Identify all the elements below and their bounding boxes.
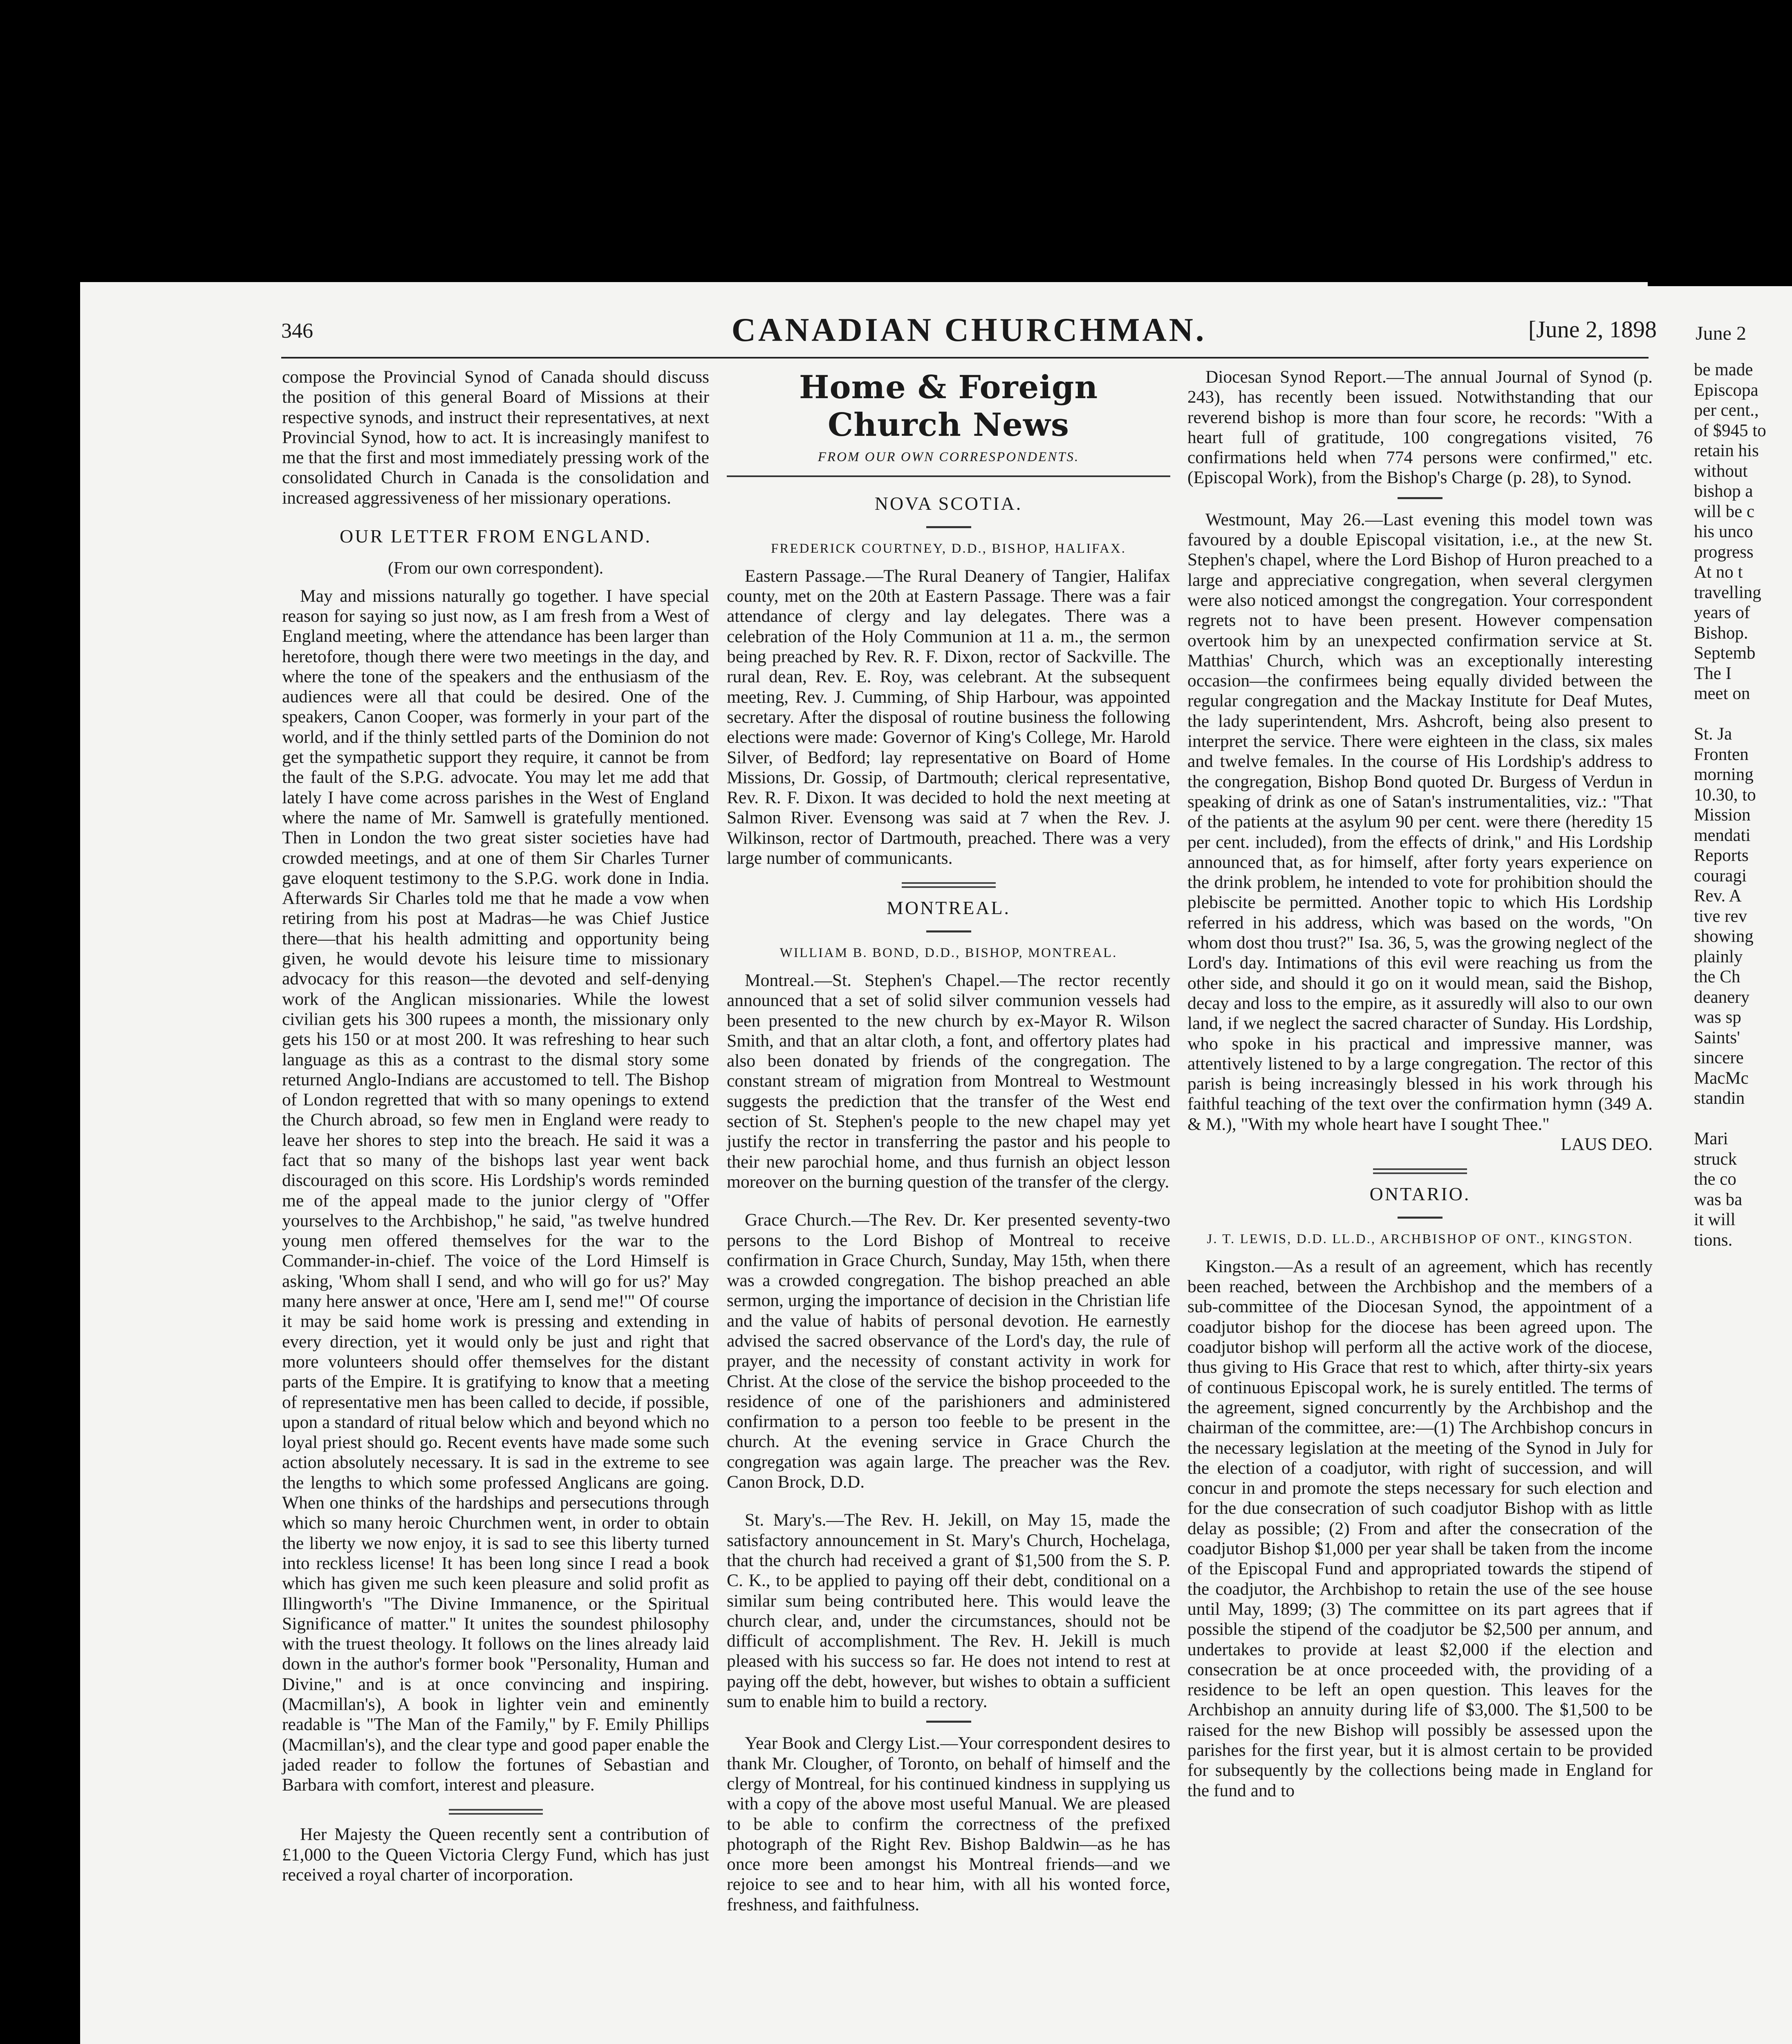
facing-page-text bbox=[1694, 360, 1792, 1250]
facing-page-line: meet on bbox=[1694, 684, 1750, 703]
article-paragraph: compose the Provincial Synod of Canada should discuss the position of this general Board of Missions at their respective synods, and instruct their representatives, at next Provincial Synod, how to act. It is increasingly manifest to me that the first and most immediately pressing work of the consolidated Church in Canada is the consolidation and increased aggressiveness of her missionary operations. bbox=[282, 367, 709, 508]
facing-page-line: progress bbox=[1694, 542, 1754, 562]
facing-page-line: deanery bbox=[1694, 987, 1750, 1007]
facing-page-line: struck bbox=[1694, 1149, 1737, 1169]
article-paragraph: Grace Church.—The Rev. Dr. Ker presented seventy-two persons to the Lord Bishop of Montreal to receive confirmation in Grace Church, Sunday, May 15th, when there was a crowded congregation. The bishop preached an able sermon, urging the importance of decision in the Christian life and the value of habits of personal devotion. He earnestly advised the sacred observance of the Lord's day, the rule of prayer, and the necessity of constant activity in work for Christ. At the close of the service the bishop proceeded to the residence of one of the parishioners and administered confirmation to a person too feeble to be present in the church. At the evening service in Grace Church the congregation was again large. The preacher was the Rev. Canon Brock, D.D. bbox=[727, 1210, 1170, 1492]
facing-page-line: Bishop. bbox=[1694, 623, 1748, 643]
diocese-heading: MONTREAL. bbox=[886, 897, 1011, 919]
facing-page-line: couragi bbox=[1694, 866, 1747, 885]
facing-page-line: St. Ja bbox=[1694, 724, 1732, 744]
article-paragraph: St. Mary's.—The Rev. H. Jekill, on May 15, made the satisfactory announcement in St. Mary's Church, Hochelaga, that the church had received a grant of $1,500 from the S. P. C. K., to be applied to paying off their debt, conditional on a similar sum being contributed here. This would leave the church clear, and, under the circumstances, should not be difficult of accomplishment. The Rev. H. Jekill is much pleased with his success so far. He does not intend to rest at paying off the debt, however, but wishes to obtain a sufficient sum to enable him to build a rectory. bbox=[727, 1510, 1170, 1712]
column-2 bbox=[727, 367, 1170, 1915]
article-paragraph: Kingston.—As a result of an agreement, which has recently been reached, between the Archbishop and the members of a sub-committee of the Diocesan Synod, the appointment of a coadjutor bishop for the diocese has been agreed upon. The coadjutor bishop will perform all the active work of the diocese, thus giving to His Grace that rest to which, after thirty-six years of continuous Episcopal work, he is surely entitled. The terms of the agreement, signed concurrently by the Archbishop and the chairman of the committee, are:—(1) The Archbishop concurs in the necessary legislation at the meeting of the Synod in July for the election of a coadjutor, with right of succession, and will concur in and promote the steps necessary for such election and for the due consecration of such coadjutor Bishop with as little delay as possible; (2) From and after the consecration of the coadjutor Bishop $1,000 per year shall be taken from the income of the Episcopal Fund and appropriated towards the stipend of the coadjutor, the Archbishop to retain the use of the see house until May, 1899; (3) The committee on its part agrees that if possible the stipend of the coadjutor be $2,500 per annum, and undertakes to provide at least $2,000 if the election and consecration be at once proceeded with, the providing of a residence to be left an open question. This leaves for the Archbishop an annuity during life of $3,000. The $1,500 to be raised for the new Bishop will possibly be assessed upon the parishes for the first year, but it is almost certain to be provided for subsequently by the collections being made in England for the fund and to bbox=[1187, 1256, 1653, 1800]
facing-page-line: Septemb bbox=[1694, 643, 1756, 663]
facing-page-line: Rev. A bbox=[1694, 886, 1742, 905]
facing-page-line: be made bbox=[1694, 360, 1753, 379]
header-rule bbox=[281, 357, 1649, 359]
facing-page-line: the Ch bbox=[1694, 967, 1740, 986]
facing-page-line: tive rev bbox=[1694, 906, 1747, 926]
facing-page-line: his unco bbox=[1694, 522, 1753, 541]
facing-page-line: 10.30, to bbox=[1694, 785, 1756, 805]
divider bbox=[1398, 1217, 1443, 1219]
divider bbox=[727, 475, 1170, 477]
scanner-clip bbox=[1612, 102, 1628, 249]
article-paragraph: Westmount, May 26.—Last evening this model town was favoured by a double Episcopal visitation, i.e., at the new St. Stephen's chapel, where the Lord Bishop of Huron preached to a large and appreciative congregation, when several clergymen were also noticed amongst the congregation. Your correspondent regrets not to have been present. However compensation overtook him by an unexpected confirmation service at St. Matthias' Church, which was an exceptionally interesting occasion—the confirmees being equally divided between the regular congregation and the Mackay Institute for Deaf Mutes, the lady superintendent, Mrs. Ashcroft, being also present to interpret the service. There were eighteen in the class, six males and twelve females. In the course of His Lordship's address to the congregation, Bishop Bond quoted Dr. Burgess of Verdun in speaking of drink as one of Satan's instrumentalities, viz.: "That of the patients at the asylum 90 per cent. were there (heredity 15 per cent. included), from the effects of drink," and His Lordship announced that, as for himself, after forty years experience on the drink problem, he intended to vote for prohibition should the plebiscite be permitted. Another topic to which His Lordship referred in his address, which was based on the words, "On whom dost thou trust?" Isa. 36, 5, was the growing neglect of the Lord's day. Intimations of this evil were reaching us from the other side, and should it go on it would mean, said the Bishop, decay and loss to the empire, as it assuredly will also to our own land, if we neglect the sacred character of Sunday. His Lordship, who spoke in his practical and impressive manner, was attentively listened to by a large congregation. The rector of this parish is being increasingly blessed in his work through his faithful teaching of the text over the confirmation hymn (349 A. & M.), "With my whole heart have I sought Thee." bbox=[1187, 509, 1653, 1134]
facing-page-line: per cent., bbox=[1694, 401, 1759, 420]
bishop-line: FREDERICK COURTNEY, D.D., BISHOP, HALIFAX. bbox=[771, 541, 1127, 556]
facing-page-line: plainly bbox=[1694, 947, 1743, 966]
column-3 bbox=[1187, 367, 1653, 1801]
bishop-line: WILLIAM B. BOND, D.D., BISHOP, MONTREAL. bbox=[780, 945, 1118, 960]
facing-page-line: showing bbox=[1694, 927, 1754, 946]
facing-page bbox=[1642, 286, 1792, 2044]
facing-page-line: mendati bbox=[1694, 825, 1751, 845]
section-subheading: (From our own correspondent). bbox=[388, 559, 604, 578]
newspaper-title: CANADIAN CHURCHMAN. bbox=[731, 311, 1207, 348]
scanner-clip bbox=[1639, 102, 1655, 249]
article-paragraph: Her Majesty the Queen recently sent a contribution of £1,000 to the Queen Victoria Clergy Fund, which has just received a royal charter of incorporation. bbox=[282, 1824, 709, 1885]
facing-page-line bbox=[1694, 1109, 1792, 1129]
divider bbox=[926, 1721, 971, 1723]
facing-page-line: morning bbox=[1694, 765, 1754, 784]
divider bbox=[449, 1809, 543, 1811]
facing-page-line: The I bbox=[1694, 663, 1732, 683]
bishop-line: J. T. LEWIS, D.D. LL.D., ARCHBISHOP OF ONT., KINGSTON. bbox=[1207, 1231, 1633, 1246]
facing-page-line: sincere bbox=[1694, 1048, 1744, 1067]
divider bbox=[926, 930, 971, 932]
page-number: 346 bbox=[281, 319, 313, 343]
facing-page-line: MacMc bbox=[1694, 1068, 1749, 1088]
article-paragraph: Montreal.—St. Stephen's Chapel.—The rector recently announced that a set of solid silver communion vessels had been presented to the new church by ex-Mayor R. Wilson Smith, and that an altar cloth, a font, and offertory plates had also been donated by friends of the congregation. The constant stream of migration from Montreal to Westmount suggests the prediction that the transfer of the West end section of St. Stephen's people to the new chapel may yet justify the rector in transferring the pastor and his people to their new parochial home, and thus furnish an object lesson moreover on the burning question of the transfer of the clergy. bbox=[727, 970, 1170, 1192]
article-paragraph: Diocesan Synod Report.—The annual Journal of Synod (p. 243), has recently been issued. Notwithstanding that our reverend bishop is more than four score, he records: "With a heart full of gratitude, 100 congregations visited, 76 confirmations held when 774 persons were confirmed," etc. (Episcopal Work), from the Bishop's Charge (p. 28), to Synod. bbox=[1187, 367, 1653, 488]
divider bbox=[1373, 1168, 1467, 1170]
facing-page-line: tions. bbox=[1694, 1230, 1733, 1250]
facing-page-line: Episcopa bbox=[1694, 380, 1758, 400]
facing-page-line: retain his bbox=[1694, 441, 1759, 460]
facing-page-line: without bbox=[1694, 461, 1748, 481]
facing-page-line: will be c bbox=[1694, 502, 1755, 521]
facing-page-line: was sp bbox=[1694, 1008, 1741, 1027]
signature: LAUS DEO. bbox=[1561, 1134, 1653, 1154]
facing-page-line: years of bbox=[1694, 603, 1750, 622]
diocese-heading: ONTARIO. bbox=[1369, 1183, 1471, 1205]
column-1 bbox=[282, 367, 709, 1885]
news-heading: Home & Foreign Church News bbox=[799, 369, 1098, 444]
masthead bbox=[281, 311, 1657, 352]
facing-page-line: bishop a bbox=[1694, 482, 1753, 501]
facing-page-line: Reports bbox=[1694, 846, 1749, 865]
divider bbox=[1398, 497, 1443, 499]
issue-date: [June 2, 1898 bbox=[1528, 316, 1657, 343]
facing-page-line: At no t bbox=[1694, 563, 1743, 582]
facing-page-line: Mission bbox=[1694, 805, 1751, 825]
facing-page-line: the co bbox=[1694, 1170, 1736, 1189]
facing-page-line: Saints' bbox=[1694, 1028, 1740, 1047]
diocese-heading: NOVA SCOTIA. bbox=[874, 493, 1023, 514]
facing-page-line: of $945 to bbox=[1694, 421, 1766, 440]
facing-page-header: June 2 bbox=[1696, 323, 1746, 344]
article-paragraph: Year Book and Clergy List.—Your correspondent desires to thank Mr. Clougher, of Toronto, on behalf of himself and the clergy of Montreal, for his continued kindness in supplying us with a copy of the above most useful Manual. We are pleased to be able to confirm the correctness of the prefixed photograph of the Right Rev. Bishop Baldwin—as he has once more been amongst his Montreal friends—and we rejoice to see and to hear him, with all his wonted force, freshness, and faithfulness. bbox=[727, 1733, 1170, 1914]
facing-page-line: Fronten bbox=[1694, 744, 1749, 764]
divider bbox=[902, 882, 996, 884]
divider bbox=[926, 526, 971, 528]
article-paragraph: May and missions naturally go together. I have special reason for saying so just now, as I am fresh from a West of England meeting, where the attendance has been larger than heretofore, though there were two meetings in the day, and where the tone of the speakers and the enthusiasm of the audiences were all that could be desired. One of the speakers, Canon Cooper, was formerly in your part of the world, and if the thinly settled parts of the Dominion do not get the sympathetic support they require, it cannot be from the fault of the S.P.G. advocate. You may let me add that lately I have come across parishes in the West of England where the name of Mr. Samwell is gratefully mentioned. Then in London the two great sister societies have had crowded meetings, and at one of them Sir Charles Turner gave eloquent testimony to the S.P.G. work done in India. Afterwards Sir Charles told me that he made a vow when retiring from his post at Madras—he was Chief Justice there—that his health admitting and opportunity being given, he would devote his leisure time to missionary advocacy for this reason—the devoted and self-denying work of the Anglican missionaries. While the lowest civilian gets his 300 rupees a month, the missionary only gets his 150 or at most 200. It was refreshing to hear such language as this as a contrast to the dismal story some returned Anglo-Indians are accustomed to tell. The Bishop of London regretted that with so many openings to extend the Church abroad, so few men in England were ready to leave her shores to step into the breach. He said it was a fact that so many of the bishops last year went back discouraged on this score. His Lordship's words reminded me of the appeal made to the junior clergy of "Offer yourselves to the Archbishop," he said, "as twelve hundred young men offered themselves for the war to the Commander-in-chief. The voice of the Lord Himself is asking, 'Whom shall I send, and who will go for us?' May many here answer at once, 'Here am I, send me!'" Of course it may be said home work is pressing and extending in every direction, yet it would only be just and right that more volunteers should offer themselves for the distant parts of the Empire. It is gratifying to know that a meeting of representative men has been called to decide, if possible, upon a standard of ritual below which and beyond which no loyal priest should go. Recent events have made some such action absolutely necessary. It is sad in the extreme to see the lengths to which some professed Anglicans are going. When one thinks of the hardships and persecutions through which so many heroic Churchmen went, in order to obtain the liberty we now enjoy, it is sad to see this liberty turned into reckless license! It has been long since I read a book which has given me such keen pleasure and solid profit as Illingworth's "The Divine Immanence, or the Spiritual Significance of matter." It unites the soundest philosophy with the truest theology. It follows on the lines already laid down in the author's former book "Personality, Human and Divine," and is at once convincing and inspiring. (Macmillan's), A book in lighter vein and eminently readable is "The Man of the Family," by F. Emily Phillips (Macmillan's), and the clear type and good paper enable the jaded reader to follow the fortunes of Sebastian and Barbara with comfort, interest and pleasure. bbox=[282, 586, 709, 1795]
article-paragraph: Eastern Passage.—The Rural Deanery of Tangier, Halifax county, met on the 20th at Eastern Passage. There was a fair attendance of clergy and lay delegates. There was a celebration of the Holy Communion at 11 a. m., the sermon being preached by Rev. R. F. Dixon, rector of Sackville. The rural dean, Rev. E. Roy, was celebrant. At the subsequent meeting, Rev. J. Cumming, of Ship Harbour, was appointed secretary. After the disposal of routine business the following elections were made: Governor of King's College, Mr. Harold Silver, of Bedford; lay representative on Board of Home Missions, Dr. Gossip, of Dartmouth; clerical representative, Rev. R. F. Dixon. It was decided to hold the next meeting at Salmon River. Evensong was said at 7 when the Rev. J. Wilkinson, rector of Dartmouth, preached. There was a very large number of communicants. bbox=[727, 566, 1170, 868]
facing-page-line: travelling bbox=[1694, 583, 1761, 602]
facing-page-line: it will bbox=[1694, 1210, 1736, 1229]
facing-page-line: was ba bbox=[1694, 1190, 1743, 1209]
news-subtitle: FROM OUR OWN CORRESPONDENTS. bbox=[818, 450, 1080, 464]
facing-page-line bbox=[1694, 704, 1792, 724]
facing-page-line: standin bbox=[1694, 1089, 1745, 1108]
facing-page-line: Mari bbox=[1694, 1129, 1728, 1148]
section-heading: OUR LETTER FROM ENGLAND. bbox=[340, 526, 652, 547]
